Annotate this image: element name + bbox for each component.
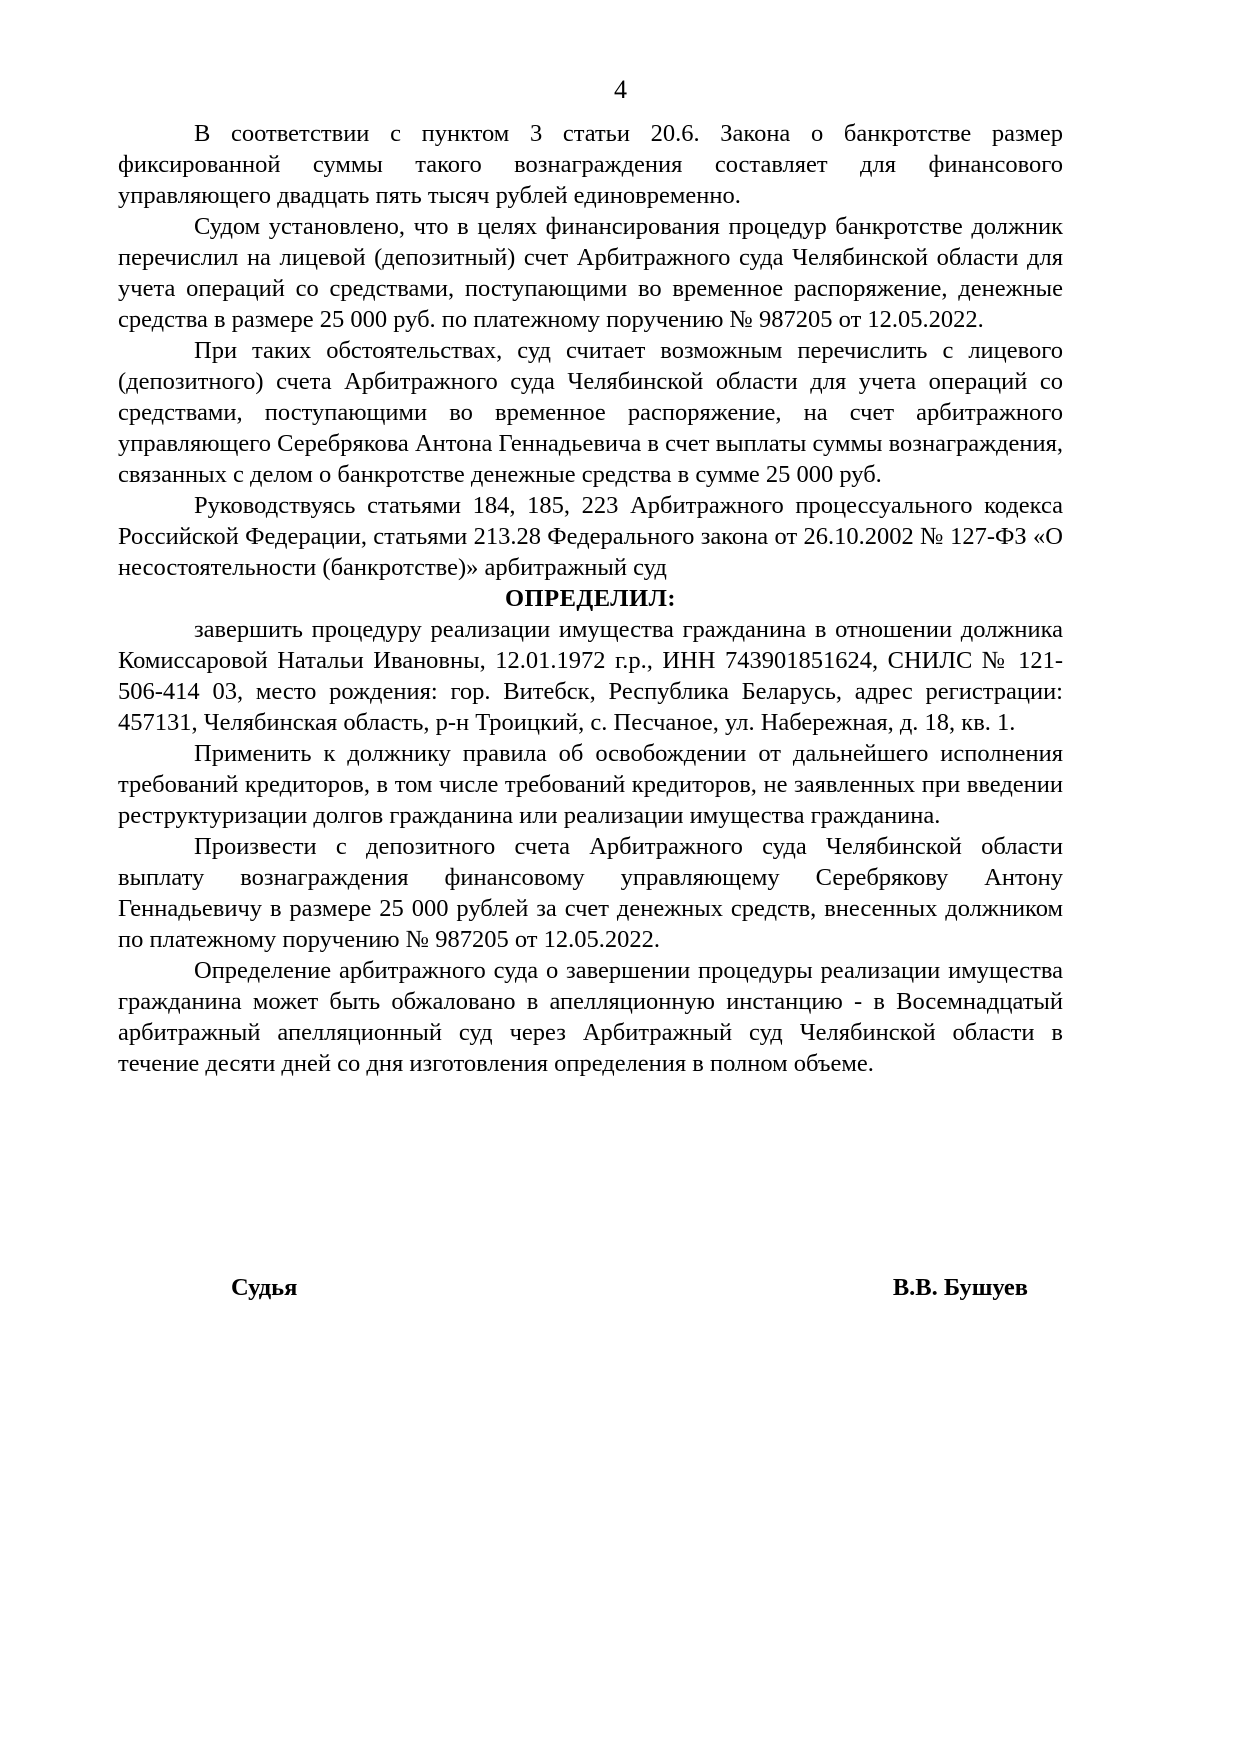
- paragraph-deposit-payment: Судом установлено, что в целях финансирования процедур банкротстве должник перечислил на лицевой (депозитный) счет Арбитражного суда Челябинской области для учета операций со средствами, поступающими во временное распоряжение, денежные средства в размере 25 000 руб. по платежному поручению № 987205 от 12.05.2022.: [118, 213, 1063, 333]
- signature-title: Судья: [231, 1274, 298, 1301]
- paragraph-remuneration-amount: В соответствии с пунктом 3 статьи 20.6. Закона о банкротстве размер фиксированной суммы такого вознаграждения составляет для финансового управляющего двадцать пять тысяч рублей единовременно.: [118, 120, 1063, 209]
- page-number: 4: [614, 75, 627, 104]
- ruling-release-from-obligations: Применить к должнику правила об освобождении от дальнейшего исполнения требований кредиторов, в том числе требований кредиторов, не заявленных при введении реструктуризации долгов гражданина или реализации имущества гражданина.: [118, 740, 1063, 829]
- signature-name: В.В. Бушуев: [892, 1274, 1028, 1301]
- ruling-pay-remuneration: Произвести с депозитного счета Арбитражного суда Челябинской области выплату вознаграждения финансовому управляющему Серебрякову Антону Геннадьевичу в размере 25 000 рублей за счет денежных средств, внесенных должником по платежному поручению № 987205 от 12.05.2022.: [118, 833, 1063, 953]
- document-body: [118, 118, 1063, 1079]
- ruling-appeal-procedure: Определение арбитражного суда о завершении процедуры реализации имущества гражданина может быть обжаловано в апелляционную инстанцию - в Восемнадцатый арбитражный апелляционный суд через Арбитражный суд Челябинской области в течение десяти дней со дня изготовления определения в полном объеме.: [118, 957, 1063, 1077]
- ruling-heading: ОПРЕДЕЛИЛ:: [504, 585, 677, 612]
- ruling-complete-procedure: завершить процедуру реализации имущества гражданина в отношении должника Комиссаровой Натальи Ивановны, 12.01.1972 г.р., ИНН 743901851624, СНИЛС № 121-506-414 03, место рождения: гор. Витебск, Республика Беларусь, адрес регистрации: 457131, Челябинская область, р-н Троицкий, с. Песчаное, ул. Набережная, д. 18, кв. 1.: [118, 616, 1063, 736]
- paragraph-legal-basis: Руководствуясь статьями 184, 185, 223 Арбитражного процессуального кодекса Российской Федерации, статьями 213.28 Федерального закона от 26.10.2002 № 127-ФЗ «О несостоятельности (банкротстве)» арбитражный суд: [118, 492, 1063, 581]
- paragraph-transfer-decision: При таких обстоятельствах, суд считает возможным перечислить с лицевого (депозитного) счета Арбитражного суда Челябинской области для учета операций со средствами, поступающими во временное распоряжение, на счет арбитражного управляющего Серебрякова Антона Геннадьевича в счет выплаты суммы вознаграждения, связанных с делом о банкротстве денежные средства в сумме 25 000 руб.: [118, 337, 1063, 488]
